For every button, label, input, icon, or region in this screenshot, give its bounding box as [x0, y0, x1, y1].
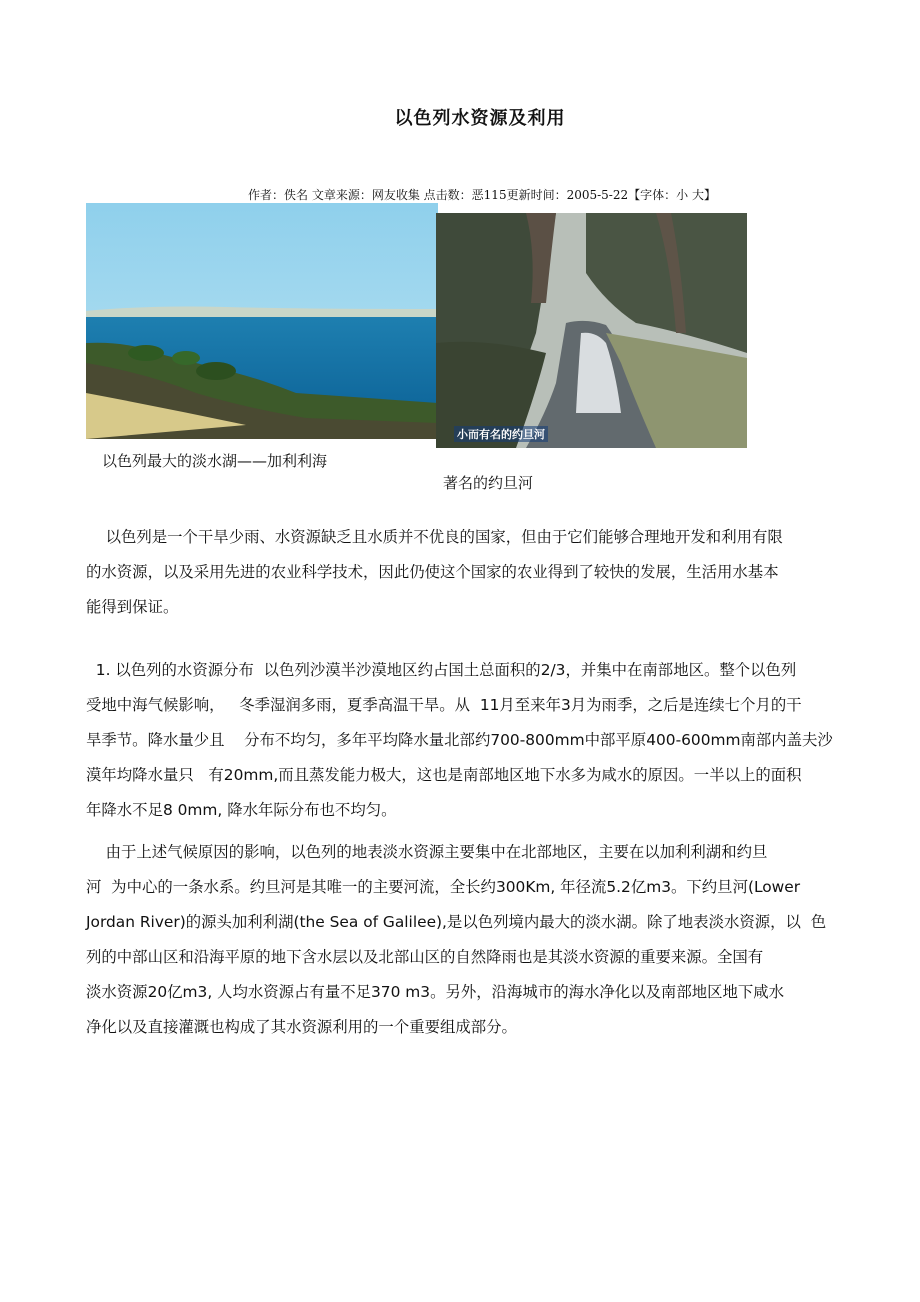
- river-photo-overlay-text: 小而有名的约旦河: [454, 426, 548, 442]
- text-line: Jordan River)的源头加利利湖(the Sea of Galilee),是以色列境内最大的淡水湖。除了地表淡水资源，以 色: [86, 913, 827, 931]
- text-line: 列的中部山区和沿海平原的地下含水层以及北部山区的自然降雨也是其淡水资源的重要来源。全国有: [86, 948, 764, 966]
- sea-of-galilee-photo: [86, 203, 438, 439]
- text-line: 净化以及直接灌溉也构成了其水资源利用的一个重要组成部分。: [86, 1018, 517, 1036]
- text-line: 河 为中心的一条水系。约旦河是其唯一的主要河流，全长约300Km, 年径流5.2亿m3。下约旦河(Lower: [86, 878, 801, 896]
- text-line: 由于上述气候原因的影响，以色列的地表淡水资源主要集中在北部地区，主要在以加利利湖和约旦: [86, 843, 768, 861]
- text-line: 能得到保证。: [86, 598, 179, 616]
- document-title: 以色列水资源及利用: [394, 108, 566, 129]
- jordan-river-photo: [436, 213, 747, 448]
- lake-caption: 以色列最大的淡水湖——加利利海: [102, 452, 328, 470]
- surface-water-paragraph: [86, 835, 878, 1045]
- text-line: 1. 以色列的水资源分布 以色列沙漠半沙漠地区约占国土总面积的2/3，并集中在南部地区。整个以色列: [86, 661, 797, 679]
- river-caption: 著名的约旦河: [443, 474, 534, 492]
- text-line: 漠年均降水量只 有20mm,而且蒸发能力极大，这也是南部地区地下水多为咸水的原因。一半以上的面积: [86, 766, 802, 784]
- text-line: 年降水不足8 0mm, 降水年际分布也不均匀。: [86, 801, 397, 819]
- water-distribution-paragraph: [86, 653, 878, 828]
- text-line: 的水资源，以及采用先进的农业科学技术，因此仍使这个国家的农业得到了较快的发展，生活用水基本: [86, 563, 779, 581]
- text-line: 受地中海气候影响， 冬季湿润多雨，夏季高温干旱。从 11月至来年3月为雨季，之后是连续七个月的干: [86, 696, 802, 714]
- text-line: 淡水资源20亿m3, 人均水资源占有量不足370 m3。另外，沿海城市的海水净化以及南部地区地下咸水: [86, 983, 785, 1001]
- text-line: 旱季节。降水量少且 分布不均匀，多年平均降水量北部约700-800mm中部平原400-600mm南部内盖夫沙: [86, 731, 833, 749]
- article-meta: 作者：佚名 文章来源：网友收集 点击数：恶115更新时间：2005-5-22【字体：小 大】: [248, 188, 716, 202]
- text-line: 以色列是一个干旱少雨、水资源缺乏且水质并不优良的国家，但由于它们能够合理地开发和利用有限: [86, 528, 783, 546]
- intro-paragraph: [86, 520, 878, 625]
